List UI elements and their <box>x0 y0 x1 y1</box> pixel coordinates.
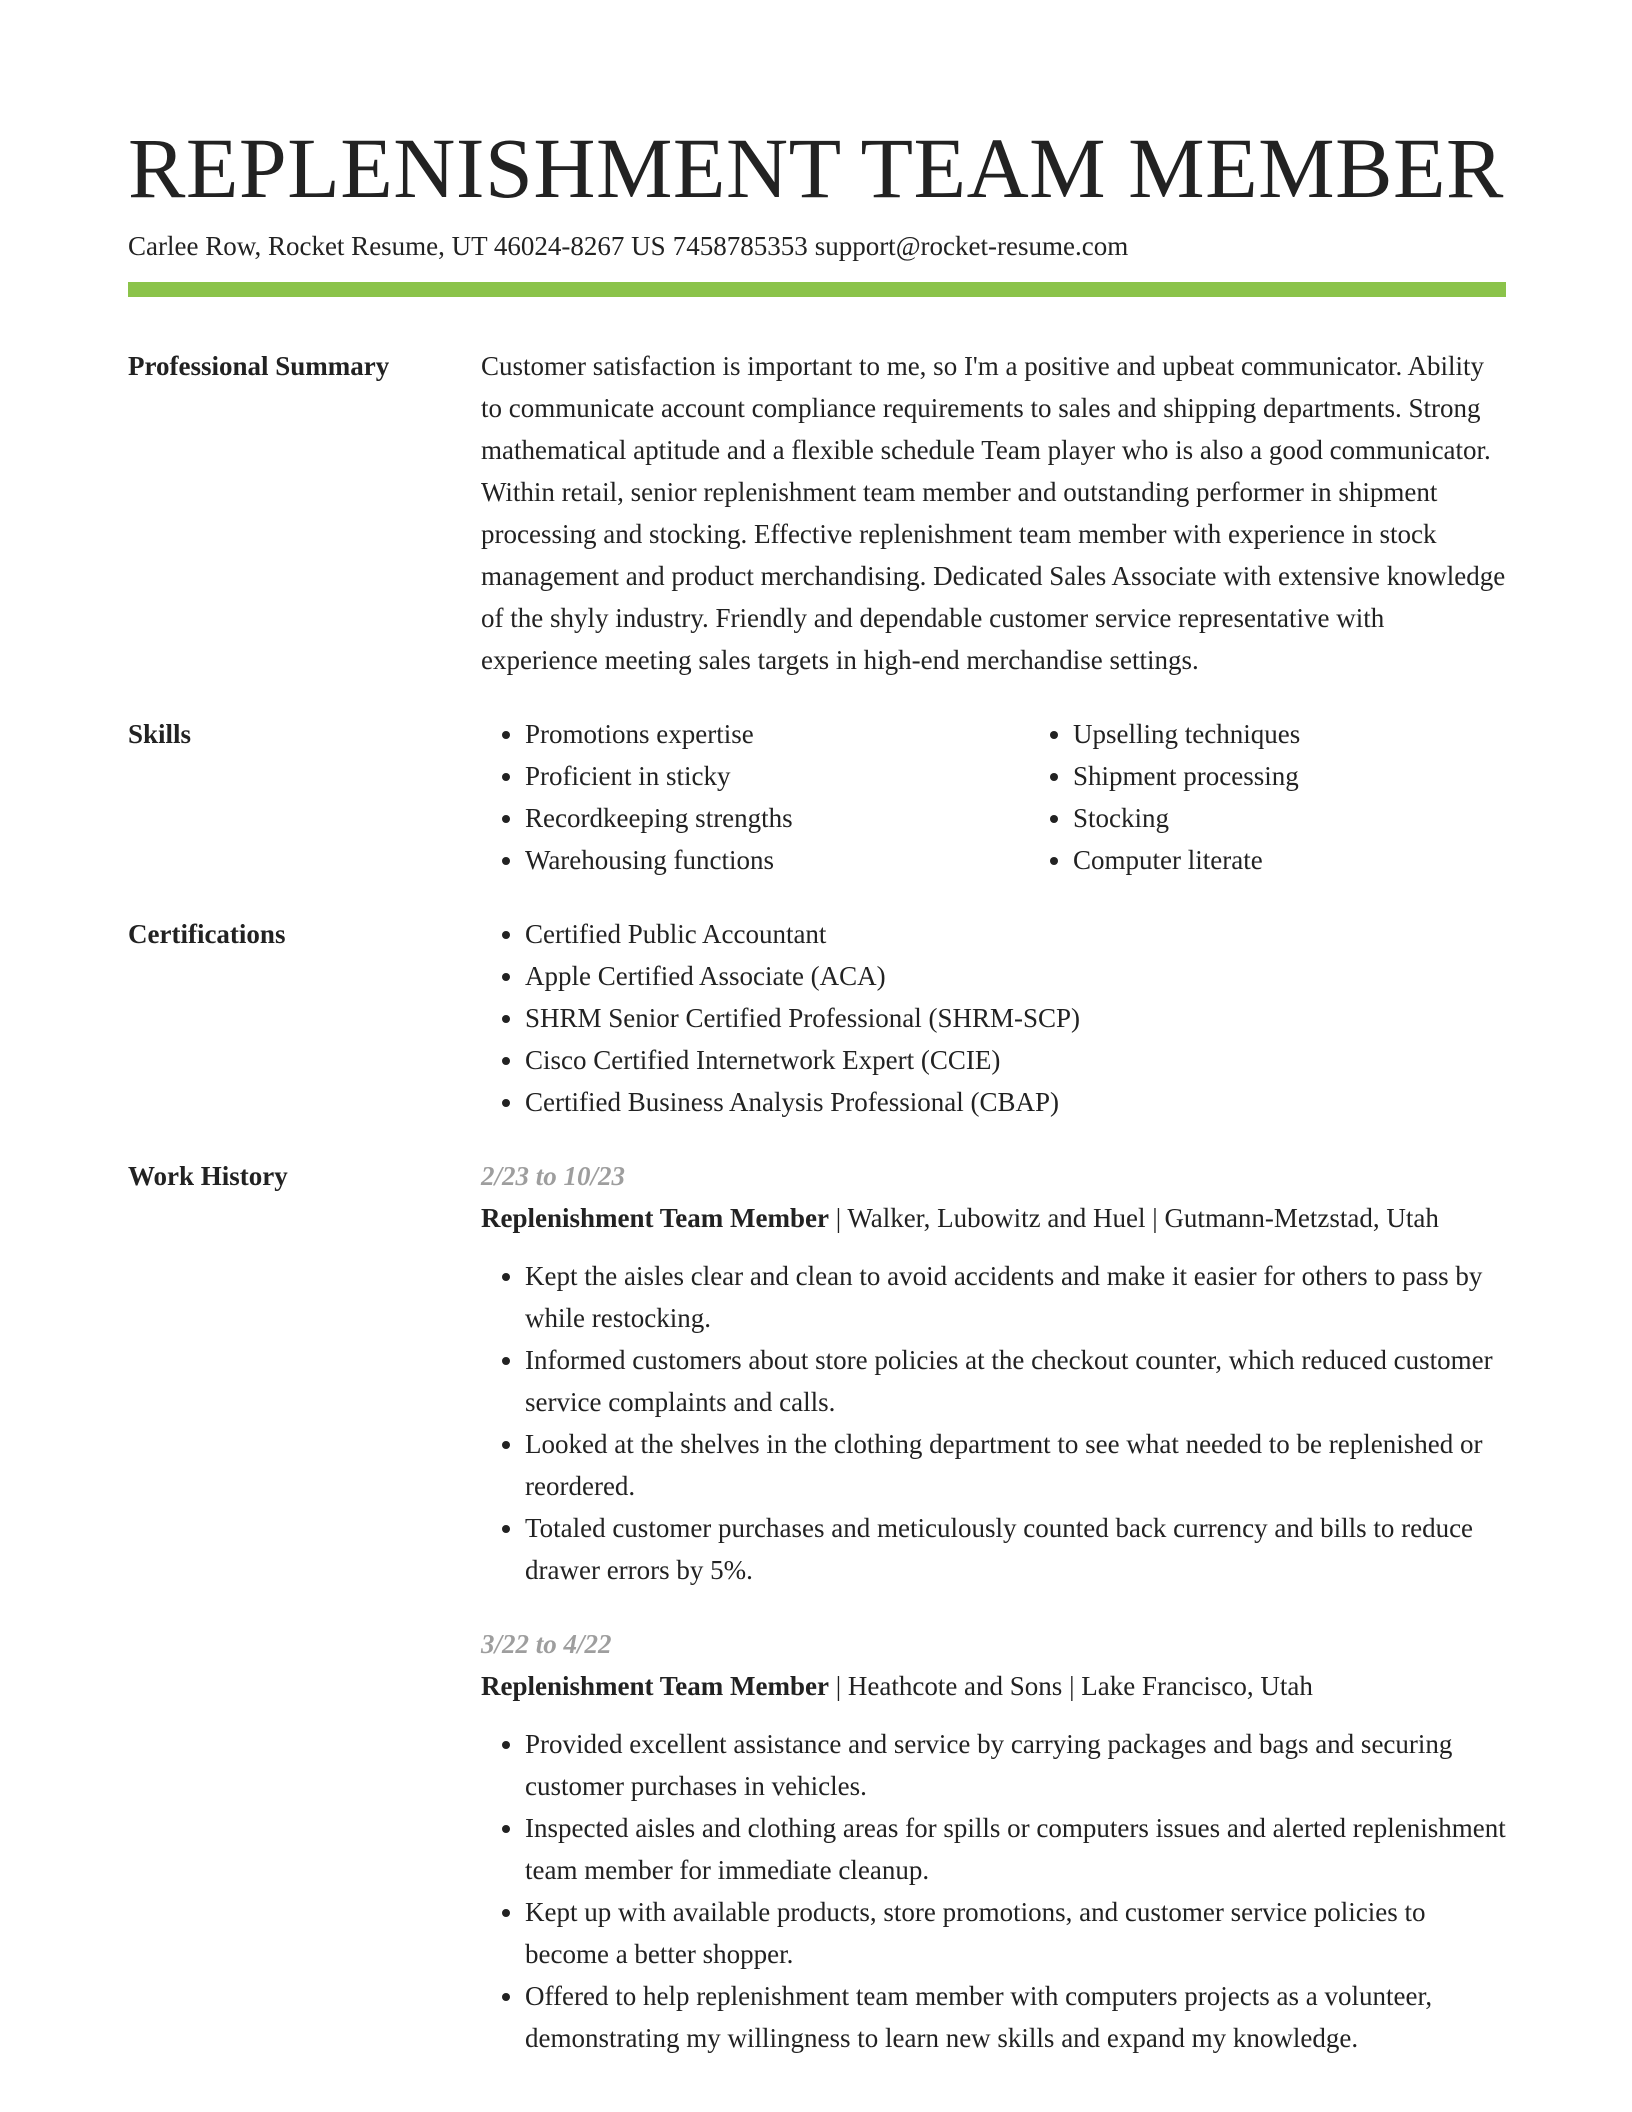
certification-item: • Certified Public Accountant <box>525 913 1506 955</box>
job-bullet-list <box>481 1255 1506 1591</box>
skill-item: • Stocking <box>1073 797 1506 839</box>
skill-item: • Proficient in sticky <box>525 755 1029 797</box>
certification-item: • Apple Certified Associate (ACA) <box>525 955 1506 997</box>
section-heading: Skills <box>128 719 192 749</box>
certifications-list <box>481 913 1506 1123</box>
contact-email: support@rocket-resume.com <box>814 231 1129 261</box>
job-title: Replenishment Team Member <box>481 1203 829 1233</box>
job-entry <box>481 1623 1506 2059</box>
work-history-body <box>481 1155 1506 2059</box>
skills-section <box>128 713 1506 881</box>
section-heading: Work History <box>128 1161 288 1191</box>
contact-address: Carlee Row, Rocket Resume, UT 46024-8267 US <box>128 231 666 261</box>
summary-section <box>128 345 1506 681</box>
certification-item: • Cisco Certified Internetwork Expert (CCIE) <box>525 1039 1506 1081</box>
job-bullet: • Looked at the shelves in the clothing department to see what needed to be replenished or reordered. <box>525 1423 1506 1507</box>
job-bullet: • Kept up with available products, store promotions, and customer service policies to become a better shopper. <box>525 1891 1506 1975</box>
job-dates: 2/23 to 10/23 <box>481 1161 626 1191</box>
certifications-body <box>481 913 1506 1123</box>
skill-item: • Warehousing functions <box>525 839 1029 881</box>
job-dates: 3/22 to 4/22 <box>481 1629 612 1659</box>
contact-line <box>128 228 1506 264</box>
skill-item: • Computer literate <box>1073 839 1506 881</box>
skill-item: • Recordkeeping strengths <box>525 797 1029 839</box>
skills-columns <box>481 713 1506 881</box>
section-heading: Professional Summary <box>128 351 390 381</box>
certification-item: • Certified Business Analysis Professional (CBAP) <box>525 1081 1506 1123</box>
skill-item: • Upselling techniques <box>1073 713 1506 755</box>
section-heading: Certifications <box>128 919 286 949</box>
job-details: | Heathcote and Sons | Lake Francisco, Utah <box>828 1671 1313 1701</box>
job-bullet: • Informed customers about store policies at the checkout counter, which reduced customer service complaints and calls. <box>525 1339 1506 1423</box>
summary-text: Customer satisfaction is important to me, so I'm a positive and upbeat communicator. Ability to communicate account compliance requirements to sales and shipping departments. Strong mathematical aptitude and a flexible schedule Team player who is also a good communicator. Within retail, senior replenishment team member and outstanding performer in shipment processing and stocking. Effective replenishment team member with experience in stock management and product merchandising. Dedicated Sales Associate with extensive knowledge of the shyly industry. Friendly and dependable customer service representative with experience meeting sales targets in high-end merchandise settings. <box>481 351 1506 675</box>
skills-list-right <box>1029 713 1506 881</box>
job-bullet-list <box>481 1723 1506 2059</box>
work-history-section <box>128 1155 1506 2059</box>
job-heading <box>481 1665 1506 1707</box>
resume-page <box>128 118 1506 2059</box>
job-bullet: • Offered to help replenishment team member with computers projects as a volunteer, demonstrating my willingness to learn new skills and expand my knowledge. <box>525 1975 1506 2059</box>
header-accent-bar <box>128 282 1506 297</box>
contact-phone: 7458785353 <box>672 231 808 261</box>
job-bullet: • Inspected aisles and clothing areas for spills or computers issues and alerted replenishment team member for immediate cleanup. <box>525 1807 1506 1891</box>
skill-item: • Shipment processing <box>1073 755 1506 797</box>
job-bullet: • Kept the aisles clear and clean to avoid accidents and make it easier for others to pass by while restocking. <box>525 1255 1506 1339</box>
job-details: | Walker, Lubowitz and Huel | Gutmann-Metzstad, Utah <box>828 1203 1439 1233</box>
certifications-section <box>128 913 1506 1123</box>
job-entry <box>481 1155 1506 1591</box>
job-bullet: • Provided excellent assistance and service by carrying packages and bags and securing customer purchases in vehicles. <box>525 1723 1506 1807</box>
skill-item: • Promotions expertise <box>525 713 1029 755</box>
skills-list-left <box>481 713 1029 881</box>
job-heading <box>481 1197 1506 1239</box>
job-title: Replenishment Team Member <box>481 1671 829 1701</box>
job-bullet: • Totaled customer purchases and meticulously counted back currency and bills to reduce drawer errors by 5%. <box>525 1507 1506 1591</box>
resume-title: REPLENISHMENT TEAM MEMBER <box>128 120 1504 216</box>
certification-item: • SHRM Senior Certified Professional (SHRM-SCP) <box>525 997 1506 1039</box>
